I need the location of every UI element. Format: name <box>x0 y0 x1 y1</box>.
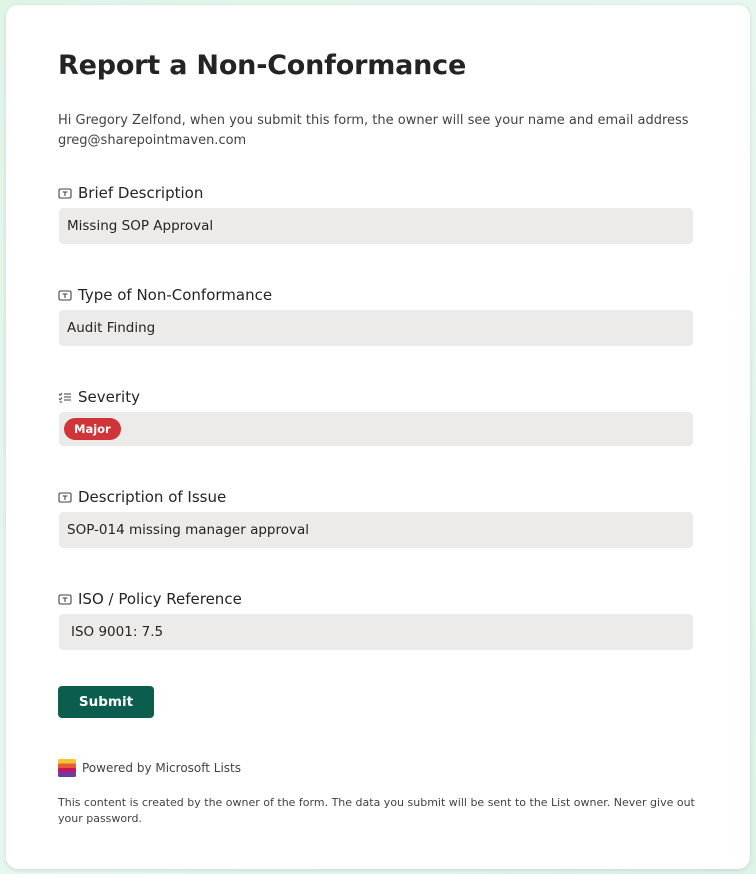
choice-list-icon <box>58 390 72 404</box>
iso-reference-input[interactable]: ISO 9001: 7.5 <box>59 614 693 650</box>
text-field-icon <box>58 186 72 200</box>
powered-by <box>58 758 241 778</box>
type-label <box>58 284 272 306</box>
disclaimer-text: This content is created by the owner of the form. The data you submit will be sent to the List owner. Never give out your password. <box>58 796 695 825</box>
submit-button[interactable]: Submit <box>58 686 154 718</box>
powered-by-text: Powered by Microsoft Lists <box>82 761 242 775</box>
description-of-issue-label-text: Description of Issue <box>78 488 227 506</box>
text-field-icon <box>58 288 72 302</box>
severity-label <box>58 386 140 408</box>
iso-reference-label-text: ISO / Policy Reference <box>78 590 242 608</box>
text-field-icon <box>58 490 72 504</box>
type-label-text: Type of Non-Conformance <box>78 286 273 304</box>
severity-pill[interactable]: Major <box>64 418 121 440</box>
text-field-icon <box>58 592 72 606</box>
form-title: Report a Non-Conformance <box>58 50 467 81</box>
microsoft-lists-logo-icon <box>58 759 76 777</box>
brief-description-input[interactable]: Missing SOP Approval <box>59 208 693 244</box>
severity-label-text: Severity <box>78 388 140 406</box>
brief-description-label <box>58 182 203 204</box>
iso-reference-label <box>58 588 242 610</box>
form-card <box>6 5 750 869</box>
description-of-issue-label <box>58 486 226 508</box>
description-of-issue-input[interactable]: SOP-014 missing manager approval <box>59 512 693 548</box>
form-intro-text: Hi Gregory Zelfond, when you submit this form, the owner will see your name and email address greg@sharepointmaven.com <box>58 113 689 148</box>
severity-select[interactable] <box>59 412 693 446</box>
brief-description-label-text: Brief Description <box>78 184 204 202</box>
type-input[interactable]: Audit Finding <box>59 310 693 346</box>
